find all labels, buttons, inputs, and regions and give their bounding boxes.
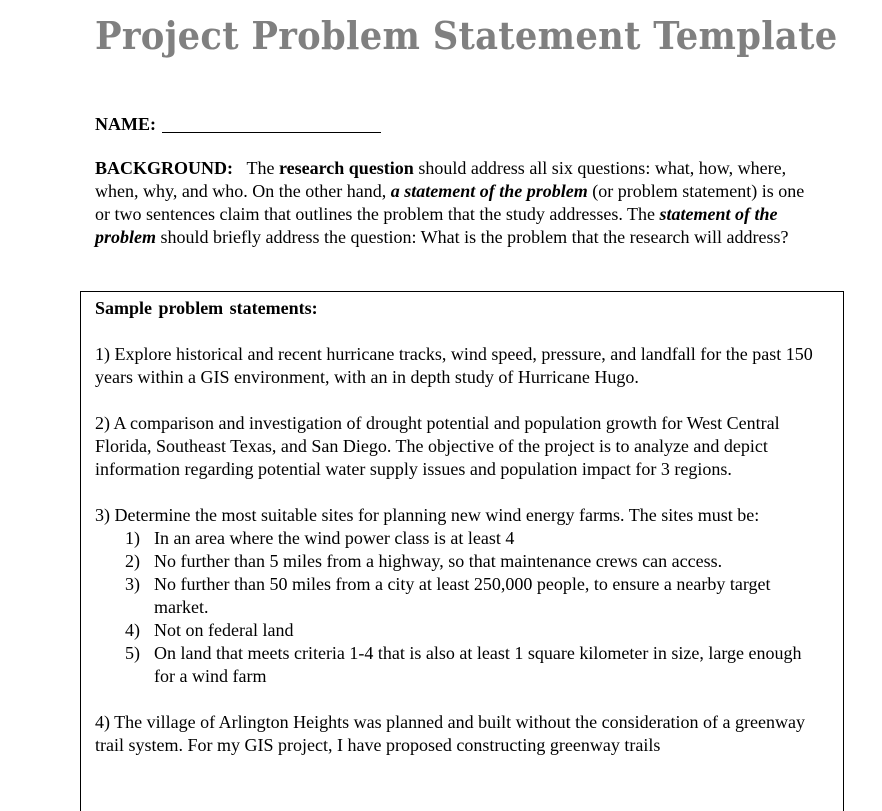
criteria-number: 3)	[125, 574, 140, 594]
criteria-text: Not on federal land	[154, 620, 294, 640]
sample-statements-heading: Sample problem statements:	[95, 298, 318, 318]
criteria-number: 2)	[125, 551, 140, 571]
document-title: Project Problem Statement Template	[95, 13, 838, 58]
background-label: BACKGROUND:	[95, 158, 233, 178]
statement-of-problem-term-2: statement of the problem	[95, 204, 778, 247]
background-text-4: should briefly address the question: What is the problem that the research will address?	[156, 227, 789, 247]
name-label: NAME:	[95, 114, 156, 134]
research-question-term: research question	[278, 158, 414, 178]
criteria-text: No further than 50 miles from a city at least 250,000 people, to ensure a nearby target market.	[154, 574, 771, 617]
site-criteria-list	[95, 527, 820, 688]
criteria-text: In an area where the wind power class is at least 4	[154, 528, 515, 548]
sample-statement-4: 4) The village of Arlington Heights was planned and built without the consideration of a greenway trail system. For my GIS project, I have proposed constructing greenway trails	[95, 712, 805, 755]
criteria-number: 5)	[125, 643, 140, 663]
sample-statement-3: 3) Determine the most suitable sites for planning new wind energy farms. The sites must be:	[95, 505, 760, 525]
sample-statements-box	[80, 291, 844, 811]
background-text-1: The	[246, 158, 279, 178]
criteria-item	[95, 642, 820, 688]
criteria-item	[95, 527, 820, 550]
criteria-item	[95, 573, 820, 619]
statement-of-problem-term: a statement of the problem	[390, 181, 588, 201]
name-blank-line[interactable]	[162, 114, 381, 133]
background-text-2: should address all six questions: what, how, where, when, why, and who. On the other hand,	[95, 158, 787, 201]
background-text-3: (or problem statement) is one or two sentences claim that outlines the problem that the study addresses. The	[95, 181, 805, 224]
sample-statement-1: 1) Explore historical and recent hurricane tracks, wind speed, pressure, and landfall for the past 150 years within a GIS environment, with an in depth study of Hurricane Hugo.	[95, 344, 813, 387]
name-field-row	[95, 112, 381, 136]
criteria-text: No further than 5 miles from a highway, so that maintenance crews can access.	[154, 551, 723, 571]
criteria-text: On land that meets criteria 1-4 that is also at least 1 square kilometer in size, large enough for a wind farm	[154, 643, 802, 686]
background-paragraph	[95, 157, 820, 249]
criteria-number: 4)	[125, 620, 140, 640]
criteria-item	[95, 550, 820, 573]
criteria-item	[95, 619, 820, 642]
criteria-number: 1)	[125, 528, 140, 548]
sample-statement-2: 2) A comparison and investigation of drought potential and population growth for West Central Florida, Southeast Texas, and San Diego. The objective of the project is to analyze and depict information regarding potential water supply issues and population impact for 3 regions.	[95, 413, 780, 479]
